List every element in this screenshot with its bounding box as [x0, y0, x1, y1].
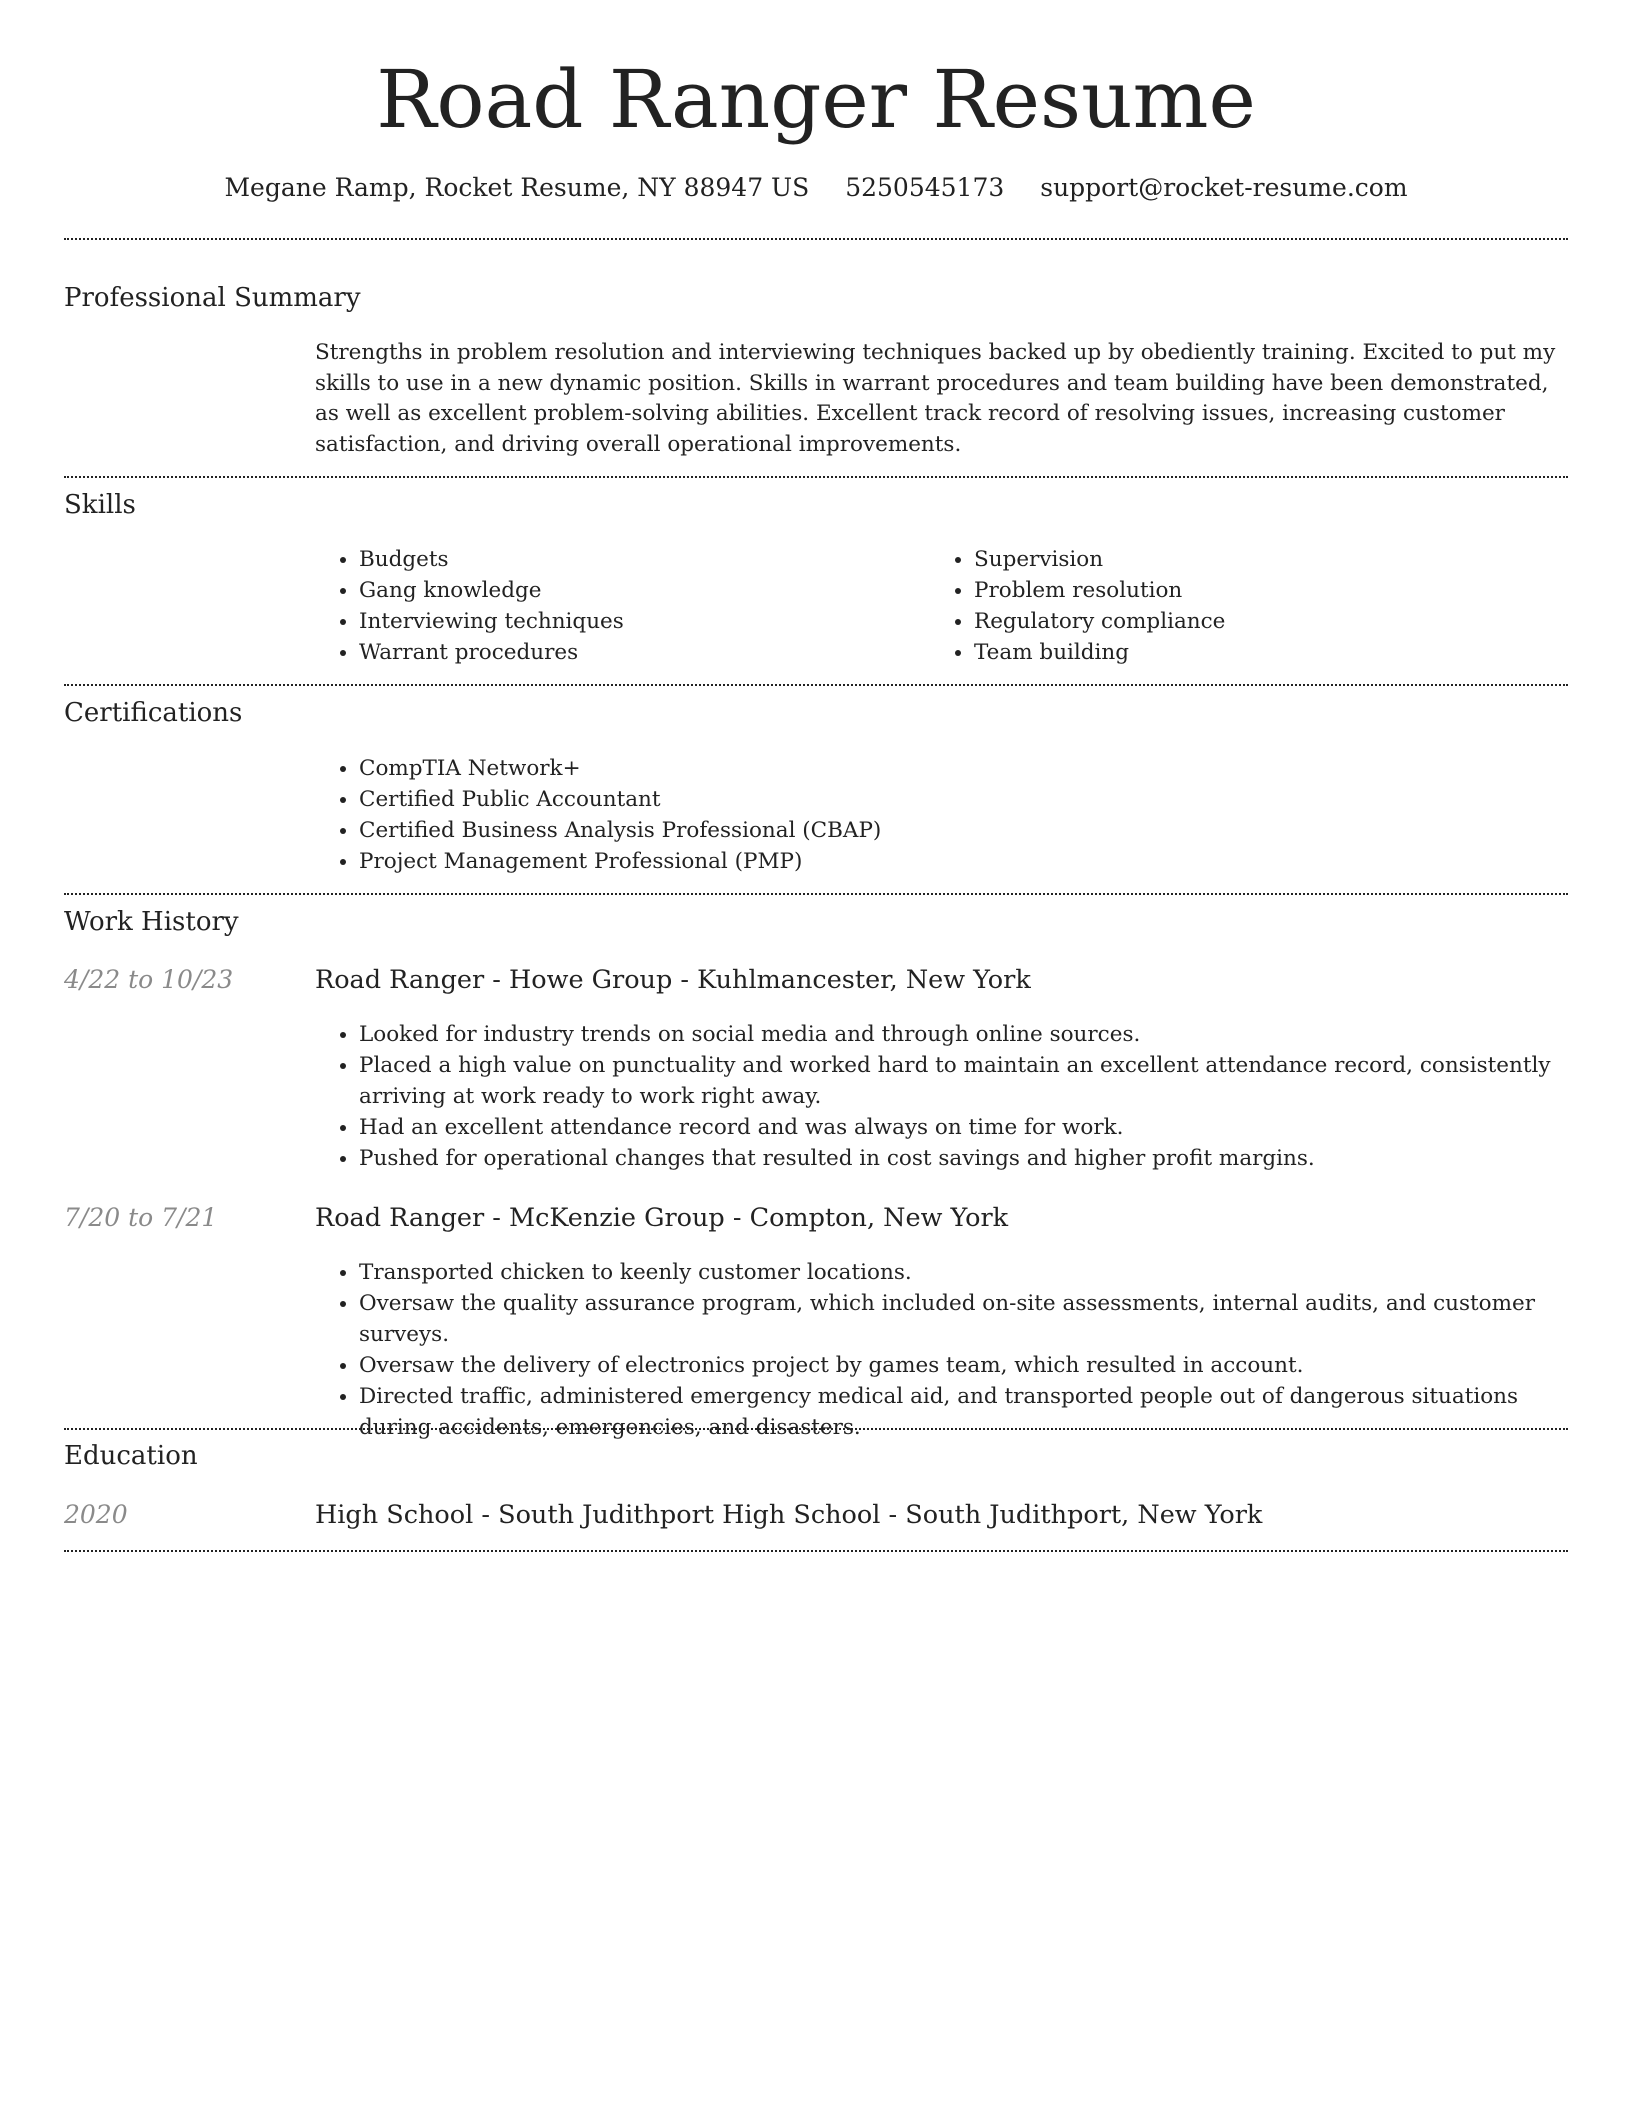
contact-line	[64, 170, 1568, 206]
section-title-work-history: Work History	[64, 907, 239, 937]
skill-item: • Budgets	[359, 544, 915, 575]
job-dates: 7/20 to 7/21	[64, 1203, 218, 1232]
job-bullets	[315, 1257, 1568, 1443]
job-title: Road Ranger - McKenzie Group - Compton, New York	[315, 1203, 1009, 1233]
certification-item: • Project Management Professional (PMP)	[359, 846, 1568, 877]
skills-column-right	[930, 544, 1530, 668]
skill-item: • Team building	[974, 637, 1530, 668]
section-title-skills: Skills	[64, 490, 136, 520]
skill-item: • Problem resolution	[974, 575, 1530, 606]
job-dates: 4/22 to 10/23	[64, 965, 234, 994]
education-year: 2020	[64, 1500, 128, 1529]
divider	[64, 238, 1568, 240]
job-bullet: • Looked for industry trends on social media and through online sources.	[359, 1019, 1568, 1050]
divider	[64, 684, 1568, 686]
divider	[64, 1550, 1568, 1552]
resume-title: Road Ranger Resume	[376, 53, 1256, 146]
job-bullet: • Pushed for operational changes that resulted in cost savings and higher profit margins.	[359, 1143, 1568, 1174]
contact-address: Megane Ramp, Rocket Resume, NY 88947 US	[224, 173, 810, 202]
skills-list	[315, 544, 1568, 669]
job-bullet: • Had an excellent attendance record and was always on time for work.	[359, 1112, 1568, 1143]
skill-item: • Warrant procedures	[359, 637, 915, 668]
job-bullets	[315, 1019, 1568, 1174]
divider	[64, 1428, 1568, 1430]
contact-email: support@rocket-resume.com	[1040, 173, 1408, 202]
job-bullet: • Placed a high value on punctuality and worked hard to maintain an excellent attendance record, consistently arriving at work ready to work right away.	[359, 1050, 1568, 1112]
summary-text: Strengths in problem resolution and interviewing techniques backed up by obediently training. Excited to put my skills to use in a new dynamic position. Skills in warrant procedures and team building have been demonstrated, as well as excellent problem-solving abilities. Excellent track record of resolving issues, increasing customer satisfaction, and driving overall operational improvements.	[315, 340, 1556, 457]
divider	[64, 476, 1568, 478]
skill-item: • Interviewing techniques	[359, 606, 915, 637]
job-bullet: • Oversaw the quality assurance program, which included on-site assessments, internal audits, and customer surveys.	[359, 1288, 1568, 1350]
education-title: High School - South Judithport High School - South Judithport, New York	[315, 1500, 1263, 1530]
skills-column-left	[315, 544, 915, 668]
divider	[64, 893, 1568, 895]
skill-item: • Regulatory compliance	[974, 606, 1530, 637]
certifications-list	[315, 753, 1568, 877]
job-title: Road Ranger - Howe Group - Kuhlmancester, New York	[315, 965, 1031, 995]
certification-item: • Certified Business Analysis Professional (CBAP)	[359, 815, 1568, 846]
job-bullet: • Oversaw the delivery of electronics project by games team, which resulted in account.	[359, 1350, 1568, 1381]
skill-item: • Supervision	[974, 544, 1530, 575]
section-title-education: Education	[64, 1441, 198, 1471]
skill-item: • Gang knowledge	[359, 575, 915, 606]
job-bullet: • Directed traffic, administered emergency medical aid, and transported people out of dangerous situations during accidents, emergencies, and disasters.	[359, 1381, 1568, 1443]
section-title-certifications: Certifications	[64, 698, 243, 728]
section-title-summary: Professional Summary	[64, 283, 361, 313]
job-bullet: • Transported chicken to keenly customer locations.	[359, 1257, 1568, 1288]
certification-item: • CompTIA Network+	[359, 753, 1568, 784]
certification-item: • Certified Public Accountant	[359, 784, 1568, 815]
contact-phone: 5250545173	[845, 173, 1005, 202]
